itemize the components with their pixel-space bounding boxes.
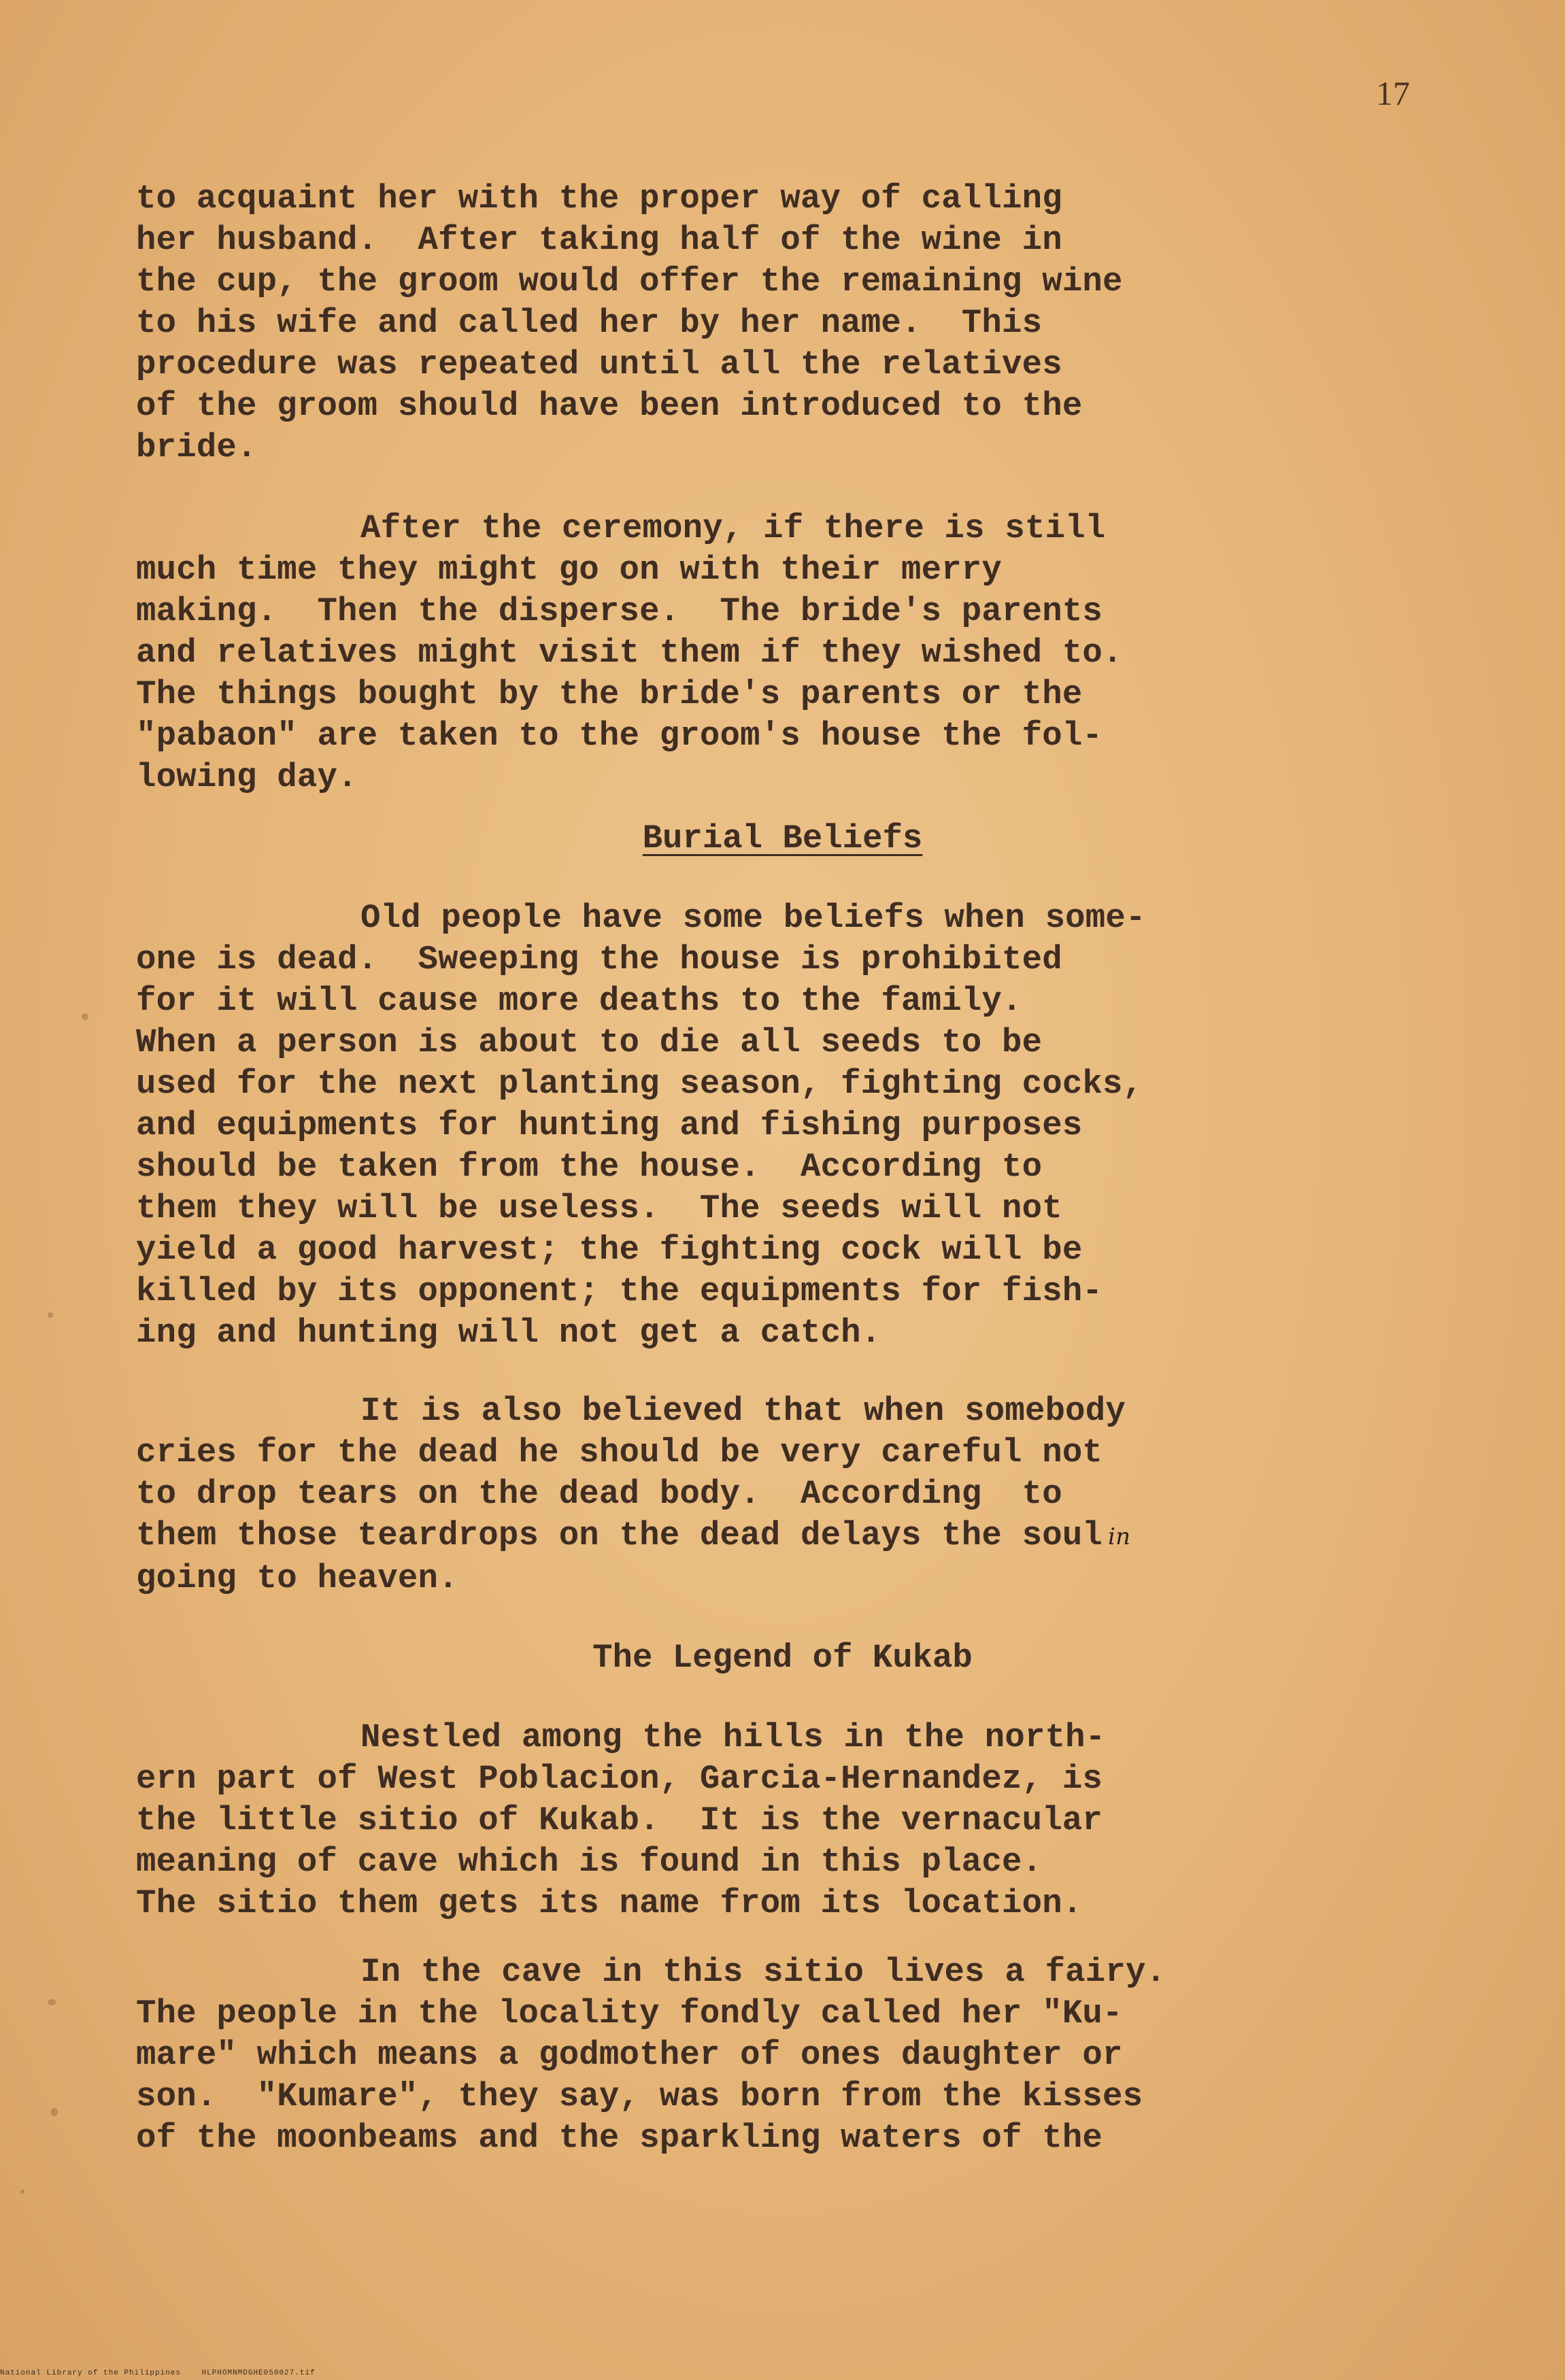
text-line: son. "Kumare", they say, was born from the kisses (136, 2077, 1143, 2115)
paragraph-after-ceremony (136, 508, 1333, 798)
text-line: It is also believed that when somebody (360, 1392, 1126, 1430)
paragraph-tears (136, 1391, 1333, 1599)
text-line: to acquaint her with the proper way of calling (136, 180, 1062, 218)
paragraph-burial-beliefs (136, 898, 1333, 1354)
text-line: to drop tears on the dead body. According to (136, 1475, 1062, 1513)
text-line: lowing day. (136, 758, 358, 796)
text-line: The things bought by the bride's parents or the (136, 675, 1083, 713)
text-line: When a person is about to die all seeds to be (136, 1023, 1043, 1061)
text-line: ing and hunting will not get a catch. (136, 1314, 881, 1352)
text-line: much time they might go on with their merry (136, 551, 1003, 589)
text-line: should be taken from the house. According to (136, 1148, 1043, 1186)
text-line: her husband. After taking half of the wine in (136, 221, 1062, 259)
heading-burial-beliefs (0, 819, 1565, 857)
paragraph-kukab-location (136, 1717, 1333, 1924)
text-line: and equipments for hunting and fishing purposes (136, 1106, 1083, 1144)
text-line: for it will cause more deaths to the family. (136, 982, 1022, 1020)
paper-stain (82, 1013, 88, 1020)
text-line: used for the next planting season, fighting cocks, (136, 1065, 1143, 1103)
text-line: ern part of West Poblacion, Garcia-Hernandez, is (136, 1760, 1103, 1798)
text-line: The people in the locality fondly called her "Ku- (136, 1994, 1123, 2033)
heading-text: The Legend of Kukab (592, 1639, 973, 1677)
text-line: Old people have some beliefs when some- (360, 899, 1146, 937)
text-line: one is dead. Sweeping the house is prohibited (136, 940, 1062, 979)
text-line: Nestled among the hills in the north- (360, 1718, 1106, 1756)
text-line-main: them those teardrops on the dead delays the soul (136, 1516, 1103, 1554)
paper-stain (48, 1999, 56, 2005)
text-line: bride. (136, 428, 257, 466)
text-line: "pabaon" are taken to the groom's house the fol- (136, 717, 1103, 755)
paper-stain (20, 2190, 24, 2194)
text-line: After the ceremony, if there is still (360, 509, 1106, 547)
paragraph-marriage-end (136, 178, 1333, 469)
text-line: the cup, the groom would offer the remaining wine (136, 262, 1123, 301)
text-line: meaning of cave which is found in this place. (136, 1843, 1043, 1881)
text-line: In the cave in this sitio lives a fairy. (360, 1953, 1166, 1991)
handwritten-insert: in (1108, 1523, 1131, 1550)
text-line: them they will be useless. The seeds will not (136, 1189, 1062, 1227)
heading-text: Burial Beliefs (642, 819, 923, 857)
text-line: of the moonbeams and the sparkling waters of the (136, 2119, 1103, 2157)
text-line: yield a good harvest; the fighting cock will be (136, 1231, 1083, 1269)
text-line: making. Then the disperse. The bride's parents (136, 592, 1103, 630)
page-number: 17 (1376, 74, 1410, 112)
text-line: procedure was repeated until all the relatives (136, 345, 1062, 384)
scan-footer: National Library of the Philippines HLPHOMNMDGHE050027.tif (0, 2369, 316, 2377)
text-line: the little sitio of Kukab. It is the vernacular (136, 1801, 1103, 1839)
paragraph-kumare (136, 1952, 1333, 2159)
text-line (136, 1515, 1333, 1558)
text-line: mare" which means a godmother of ones daughter or (136, 2036, 1123, 2074)
text-line: of the groom should have been introduced to the (136, 387, 1083, 425)
text-line: The sitio them gets its name from its location. (136, 1884, 1083, 1922)
text-line: to his wife and called her by her name. This (136, 304, 1043, 342)
paper-stain (48, 1312, 53, 1318)
paper-stain (51, 2108, 58, 2116)
text-line: going to heaven. (136, 1559, 458, 1597)
text-line: cries for the dead he should be very careful not (136, 1433, 1103, 1472)
text-line: and relatives might visit them if they wished to. (136, 634, 1123, 672)
text-line: killed by its opponent; the equipments for fish- (136, 1272, 1103, 1310)
heading-legend-of-kukab (0, 1639, 1565, 1677)
